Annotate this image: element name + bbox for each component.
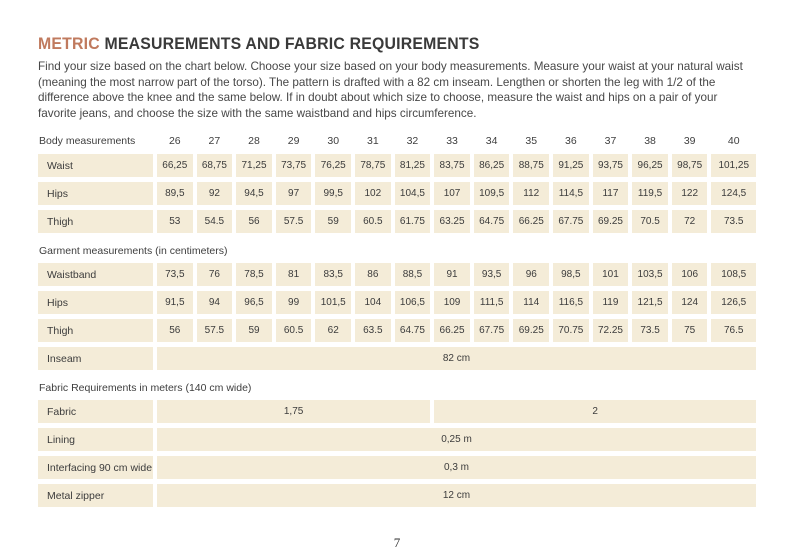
- table-cell: 73.5: [632, 319, 668, 342]
- table-cell: 102: [355, 182, 391, 205]
- size-header-cell: 27: [197, 132, 233, 149]
- table-cell: 60.5: [276, 319, 312, 342]
- table-cell: 109: [434, 291, 470, 314]
- row-label: Inseam: [38, 347, 153, 370]
- table-cell: 108,5: [711, 263, 756, 286]
- table-cell: 88,75: [513, 154, 549, 177]
- table-cell: 71,25: [236, 154, 272, 177]
- table-cell: 104,5: [395, 182, 431, 205]
- table-cell: 72.25: [593, 319, 629, 342]
- table-cell: 83,5: [315, 263, 351, 286]
- table-cell: 106,5: [395, 291, 431, 314]
- table-cell: 86,25: [474, 154, 510, 177]
- size-header-cell: 39: [672, 132, 708, 149]
- intro-paragraph: Find your size based on the chart below. Choose your size based on your body measurements. Measure your waist at your natural waist (meaning the most narrow part of the torso). The pattern is drafted with a 82 cm inseam. Lengthen or shorten the leg with 1/2 of the difference above the knee and the same below. If in doubt about which size to choose, measure the waist and hips on a pair of your favorite jeans, and choose the size with the same waistband and hips circumference.: [38, 60, 743, 120]
- size-header-cell: 35: [513, 132, 549, 149]
- page-title-rest: MEASUREMENTS AND FABRIC REQUIREMENTS: [99, 35, 480, 53]
- table-cell: 114: [513, 291, 549, 314]
- size-header-cell: 38: [632, 132, 668, 149]
- table-cell: 114,5: [553, 182, 589, 205]
- table-cell: 66.25: [434, 319, 470, 342]
- table-cell: 53: [157, 210, 193, 233]
- row-label: Metal zipper: [38, 484, 153, 507]
- table-cell: 91: [434, 263, 470, 286]
- table-cell: 109,5: [474, 182, 510, 205]
- table-cell: 56: [157, 319, 193, 342]
- size-header-cell: 26: [157, 132, 193, 149]
- section-label: Fabric Requirements in meters (140 cm wide): [38, 375, 756, 395]
- table-cell: 124,5: [711, 182, 756, 205]
- size-header-cell: 34: [474, 132, 510, 149]
- table-cell: 12 cm: [157, 484, 756, 507]
- page-title-accent: METRIC: [38, 35, 100, 53]
- table-cell: 56: [236, 210, 272, 233]
- table-cell: 69.25: [513, 319, 549, 342]
- table-cell: 93,5: [474, 263, 510, 286]
- row-label: Hips: [38, 291, 153, 314]
- row-label: Waistband: [38, 263, 153, 286]
- table-cell: 112: [513, 182, 549, 205]
- table-cell: 104: [355, 291, 391, 314]
- row-label: Lining: [38, 428, 153, 451]
- table-cell: 60.5: [355, 210, 391, 233]
- table-cell: 103,5: [632, 263, 668, 286]
- table-cell: 121,5: [632, 291, 668, 314]
- table-cell: 73.5: [711, 210, 756, 233]
- table-cell: 91,25: [553, 154, 589, 177]
- table-cell: 106: [672, 263, 708, 286]
- table-cell: 67.75: [474, 319, 510, 342]
- table-cell: 67.75: [553, 210, 589, 233]
- table-cell: 66,25: [157, 154, 193, 177]
- page-number: 7: [393, 535, 401, 550]
- size-header-cell: 28: [236, 132, 272, 149]
- table-cell: 63.25: [434, 210, 470, 233]
- table-cell: 92: [197, 182, 233, 205]
- table-cell: 99: [276, 291, 312, 314]
- table-cell: 69.25: [593, 210, 629, 233]
- table-cell: 73,75: [276, 154, 312, 177]
- table-cell: 66.25: [513, 210, 549, 233]
- page-title: [38, 35, 727, 54]
- table-cell: 124: [672, 291, 708, 314]
- row-label: Fabric: [38, 400, 153, 423]
- table-cell: 94,5: [236, 182, 272, 205]
- table-cell: 64.75: [395, 319, 431, 342]
- table-cell: 59: [236, 319, 272, 342]
- table-cell: 101,25: [711, 154, 756, 177]
- size-header-cell: 32: [395, 132, 431, 149]
- table-cell: 62: [315, 319, 351, 342]
- table-cell: 98,5: [553, 263, 589, 286]
- table-cell: 101,5: [315, 291, 351, 314]
- table-cell: 91,5: [157, 291, 193, 314]
- table-cell: 96,25: [632, 154, 668, 177]
- table-cell: 88,5: [395, 263, 431, 286]
- table-cell: 61.75: [395, 210, 431, 233]
- table-cell: 0,25 m: [157, 428, 756, 451]
- table-cell: 83,75: [434, 154, 470, 177]
- size-header-cell: 30: [315, 132, 351, 149]
- row-label: Thigh: [38, 210, 153, 233]
- table-cell: 72: [672, 210, 708, 233]
- table-cell: 70.75: [553, 319, 589, 342]
- table-cell: 107: [434, 182, 470, 205]
- table-cell: 78,75: [355, 154, 391, 177]
- section-label: Garment measurements (in centimeters): [38, 238, 756, 258]
- table-cell: 57.5: [276, 210, 312, 233]
- table-cell: 76.5: [711, 319, 756, 342]
- size-header-cell: 40: [711, 132, 756, 149]
- size-header-cell: 33: [434, 132, 470, 149]
- table-cell: 119: [593, 291, 629, 314]
- table-cell: 82 cm: [157, 347, 756, 370]
- table-header-label: Body measurements: [38, 132, 153, 149]
- table-cell: 0,3 m: [157, 456, 756, 479]
- table-cell: 86: [355, 263, 391, 286]
- table-cell: 73,5: [157, 263, 193, 286]
- table-cell: 96: [513, 263, 549, 286]
- table-cell: 99,5: [315, 182, 351, 205]
- table-cell: 70.5: [632, 210, 668, 233]
- table-cell: 81,25: [395, 154, 431, 177]
- table-cell: 89,5: [157, 182, 193, 205]
- table-cell: 126,5: [711, 291, 756, 314]
- table-cell: 117: [593, 182, 629, 205]
- table-cell: 96,5: [236, 291, 272, 314]
- size-header-cell: 31: [355, 132, 391, 149]
- table-cell: 78,5: [236, 263, 272, 286]
- size-header-cell: 37: [593, 132, 629, 149]
- table-cell: 119,5: [632, 182, 668, 205]
- table-cell: 81: [276, 263, 312, 286]
- table-cell: 2: [434, 400, 756, 423]
- table-cell: 57.5: [197, 319, 233, 342]
- table-cell: 122: [672, 182, 708, 205]
- table-cell: 54.5: [197, 210, 233, 233]
- table-cell: 76: [197, 263, 233, 286]
- row-label: Thigh: [38, 319, 153, 342]
- table-cell: 64.75: [474, 210, 510, 233]
- table-cell: 101: [593, 263, 629, 286]
- row-label: Waist: [38, 154, 153, 177]
- table-cell: 97: [276, 182, 312, 205]
- table-cell: 111,5: [474, 291, 510, 314]
- size-table: [38, 132, 756, 507]
- table-cell: 116,5: [553, 291, 589, 314]
- table-cell: 1,75: [157, 400, 430, 423]
- size-header-cell: 36: [553, 132, 589, 149]
- table-cell: 76,25: [315, 154, 351, 177]
- table-cell: 59: [315, 210, 351, 233]
- row-label: Interfacing 90 cm wide: [38, 456, 153, 479]
- table-cell: 63.5: [355, 319, 391, 342]
- table-cell: 75: [672, 319, 708, 342]
- row-label: Hips: [38, 182, 153, 205]
- table-cell: 68,75: [197, 154, 233, 177]
- size-header-cell: 29: [276, 132, 312, 149]
- table-cell: 94: [197, 291, 233, 314]
- table-cell: 98,75: [672, 154, 708, 177]
- table-cell: 93,75: [593, 154, 629, 177]
